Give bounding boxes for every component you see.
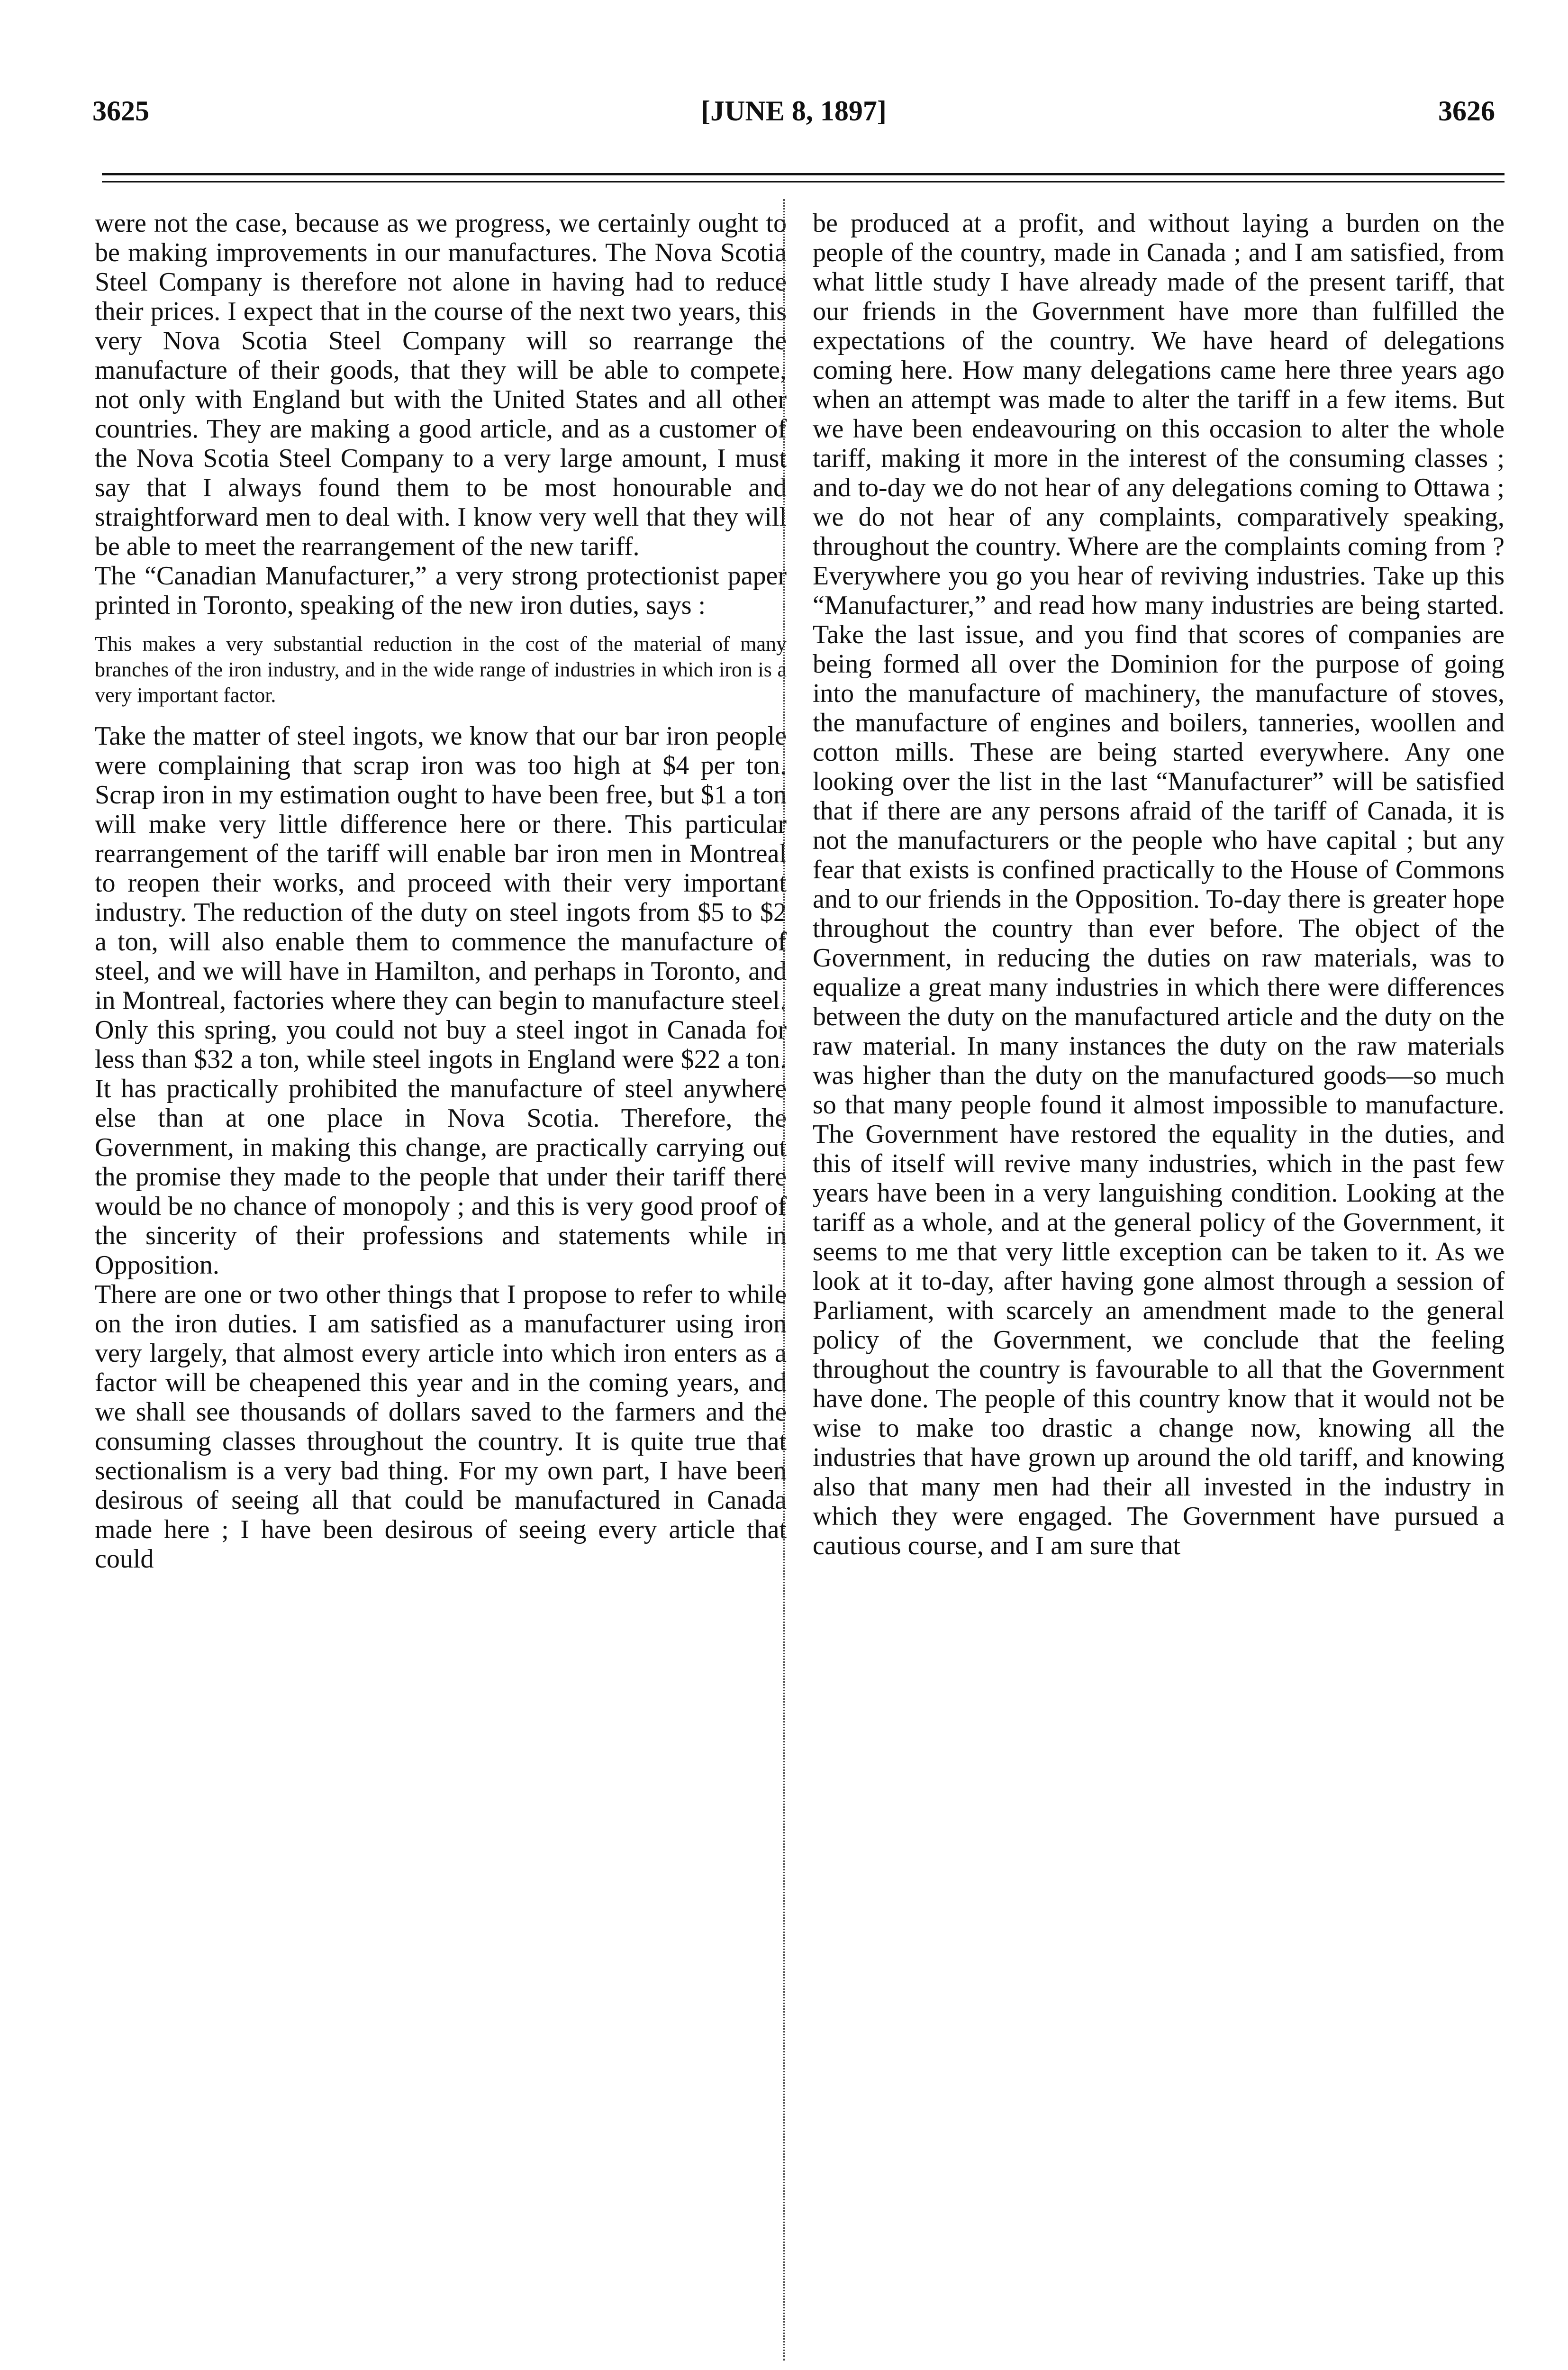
header-rule-thick <box>102 173 1505 175</box>
left-paragraph-3: Take the matter of steel ingots, we know that our bar iron people were complaining that scrap iron was too high at $4 per ton. Scrap iron in my estimation ought to have been free, but $1 a ton will make very little difference here or there. This particular rearrangement of the tariff will enable bar iron men in Montreal to reopen their works, and proceed with their very important industry. The reduction of the duty on steel ingots from $5 to $2 a ton, will also enable them to commence the manufacture of steel, and we will have in Hamilton, and perhaps in Toronto, and in Montreal, factories where they can begin to manufacture steel. Only this spring, you could not buy a steel ingot in Canada for less than $32 a ton, while steel ingots in England were $22 a ton. It has practically prohibited the manufacture of steel anywhere else than at one place in Nova Scotia. Therefore, the Government, in making this change, are practically carrying out the promise they made to the people that under their tariff there would be no chance of monopoly ; and this is very good proof of the sincerity of their professions and statements while in Opposition. <box>95 721 787 1280</box>
block-quote: This makes a very substantial reduction in the cost of the material of many branches of the iron industry, and in the wide range of industries in which iron is a very important factor. <box>95 632 787 707</box>
page-header <box>92 95 1495 137</box>
left-paragraph-4: There are one or two other things that I propose to refer to while on the iron duties. I am satisfied as a manufacturer using iron very largely, that almost every article into which iron enters as a factor will be cheapened this year and in the coming years, and we shall see thousands of dollars saved to the farmers and the consuming classes throughout the country. It is quite true that sectionalism is a very bad thing. For my own part, I have been desirous of seeing all that could be manufactured in Canada made here ; I have been desirous of seeing every article that could <box>95 1280 787 1574</box>
page-number-right: 3626 <box>1438 95 1495 127</box>
column-divider <box>783 199 785 2361</box>
page-number-left: 3625 <box>92 95 149 127</box>
left-column <box>95 209 787 1574</box>
left-paragraph-1: were not the case, because as we progress, we certainly ought to be making improvements in our manufactures. The Nova Scotia Steel Company is therefore not alone in having had to reduce their prices. I expect that in the course of the next two years, this very Nova Scotia Steel Company will so rearrange the manufacture of their goods, that they will be able to compete, not only with England but with the United States and all other countries. They are making a good article, and as a customer of the Nova Scotia Steel Company to a very large amount, I must say that I always found them to be most honourable and straightforward men to deal with. I know very well that they will be able to meet the rearrangement of the new tariff. <box>95 209 787 561</box>
right-paragraph-1: be produced at a profit, and without laying a burden on the people of the country, made in Canada ; and I am satisfied, from what little study I have already made of the present tariff, that our friends in the Government have more than fulfilled the expectations of the country. We have heard of delegations coming here. How many delegations came here three years ago when an attempt was made to alter the tariff in a few items. But we have been endeavouring on this occasion to alter the whole tariff, making it more in the interest of the consuming classes ; and to-day we do not hear of any delegations coming to Ottawa ; we do not hear of any complaints, comparatively speaking, throughout the country. Where are the complaints coming from ? Everywhere you go you hear of reviving industries. Take up this “Manufacturer,” and read how many industries are being started. Take the last issue, and you find that scores of companies are being formed all over the Dominion for the purpose of going into the manufacture of machinery, the manufacture of stoves, the manufacture of engines and boilers, tanneries, woollen and cotton mills. These are being started everywhere. Any one looking over the list in the last “Manufacturer” will be satisfied that if there are any persons afraid of the tariff of Canada, it is not the manufacturers or the people who have capital ; but any fear that exists is confined practically to the House of Commons and to our friends in the Opposition. To-day there is greater hope throughout the country than ever before. The object of the Government, in reducing the duties on raw materials, was to equalize a great many industries in which there were differences between the duty on the manufactured article and the duty on the raw material. In many instances the duty on the raw materials was higher than the duty on the manufactured goods—so much so that many people found it almost impossible to manufacture. The Government have restored the equality in the duties, and this of itself will revive many industries, which in the past few years have been in a very languishing condition. Looking at the tariff as a whole, and at the general policy of the Government, it seems to me that very little exception can be taken to it. As we look at it to-day, after having gone almost through a session of Parliament, with scarcely an amendment made to the general policy of the Government, we conclude that the feeling throughout the country is favourable to all that the Government have done. The people of this country know that it would not be wise to make too drastic a change now, knowing all the industries that have grown up around the old tariff, and knowing also that many men had their all invested in the industry in which they were engaged. The Government have pursued a cautious course, and I am sure that <box>813 209 1505 1560</box>
header-rule-thin <box>102 181 1505 182</box>
right-column <box>813 209 1505 1560</box>
header-date: [JUNE 8, 1897] <box>701 95 887 127</box>
left-paragraph-2: The “Canadian Manufacturer,” a very strong protectionist paper printed in Toronto, speaking of the new iron duties, says : <box>95 561 787 620</box>
